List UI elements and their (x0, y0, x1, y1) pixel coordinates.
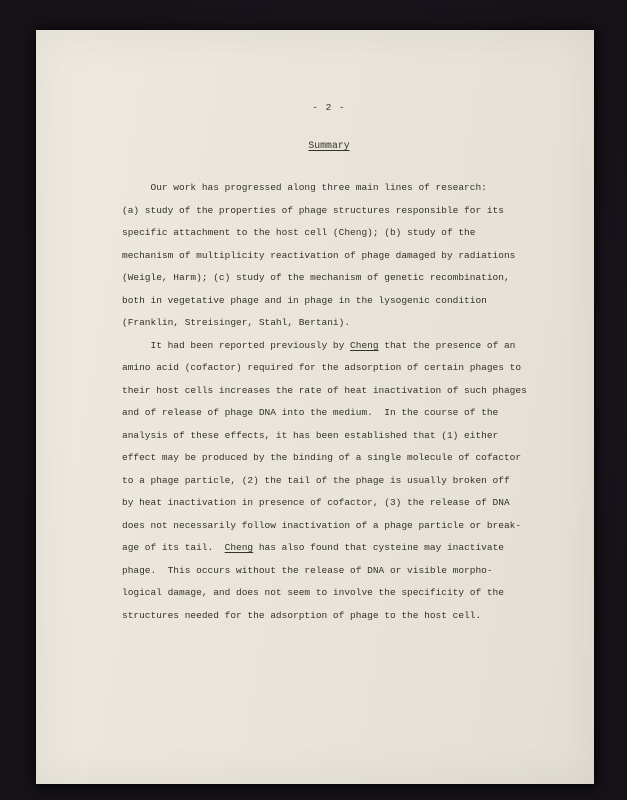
text-line (122, 515, 536, 538)
underlined-text-segment: Cheng (224, 542, 254, 553)
text-segment: amino acid (cofactor) required for the adsorption of certain phages to (122, 362, 522, 373)
page-body (122, 177, 536, 627)
text-segment: mechanism of multiplicity reactivation of phage damaged by radiations (122, 249, 516, 261)
text-line (122, 222, 536, 245)
summary-heading: Summary (308, 140, 350, 151)
text-line (122, 447, 536, 470)
text-line (122, 380, 536, 403)
text-segment: (Weigle, Harm); (c) study of the mechanism of genetic recombination, (122, 272, 510, 283)
text-line (122, 560, 536, 583)
text-line (122, 245, 536, 268)
text-segment: (a) study of the properties of phage structures responsible for its (122, 204, 504, 216)
text-segment: It had been reported previously by (122, 339, 351, 351)
text-segment: to a phage particle, (2) the tail of the phage is usually broken off (122, 474, 510, 486)
text-segment: and of release of phage DNA into the medium. In the course of the (122, 407, 499, 418)
document-page (36, 30, 594, 784)
text-line (122, 470, 536, 493)
text-line (122, 357, 536, 380)
page-number: - 2 - (312, 102, 346, 113)
text-line (122, 290, 536, 313)
text-line (122, 335, 536, 358)
text-line (122, 425, 536, 448)
text-line (122, 582, 536, 605)
text-segment: has also found that cysteine may inactivate (253, 542, 504, 553)
text-segment: structures needed for the adsorption of phage to the host cell. (122, 609, 482, 621)
text-line (122, 492, 536, 515)
text-line (122, 402, 536, 425)
text-line (122, 312, 536, 335)
text-segment: does not necessarily follow inactivation of a phage particle or break- (122, 519, 522, 531)
text-segment: by heat inactivation in presence of cofactor, (3) the release of DNA (122, 497, 510, 508)
text-line (122, 177, 536, 200)
text-segment: effect may be produced by the binding of a single molecule of cofactor (122, 452, 522, 463)
text-segment: their host cells increases the rate of heat inactivation of such phages (122, 384, 527, 396)
text-line (122, 605, 536, 628)
paragraph-1 (122, 177, 536, 335)
text-segment: specific attachment to the host cell (Cheng); (b) study of the (122, 227, 476, 238)
page-content (122, 102, 536, 627)
text-segment: phage. This occurs without the release of DNA or visible morpho- (122, 564, 493, 576)
text-segment: (Franklin, Streisinger, Stahl, Bertani). (122, 317, 351, 328)
text-segment: Our work has progressed along three main lines of research: (122, 182, 487, 193)
text-segment: age of its tail. (122, 542, 225, 553)
text-line (122, 267, 536, 290)
text-segment: logical damage, and does not seem to involve the specificity of the (122, 587, 504, 598)
text-segment: analysis of these effects, it has been established that (1) either (122, 429, 499, 441)
text-segment: that the presence of an (378, 339, 516, 351)
underlined-text-segment: Cheng (350, 339, 379, 351)
text-line (122, 537, 536, 560)
text-line (122, 200, 536, 223)
paragraph-2 (122, 335, 536, 628)
text-segment: both in vegetative phage and in phage in the lysogenic condition (122, 294, 487, 306)
